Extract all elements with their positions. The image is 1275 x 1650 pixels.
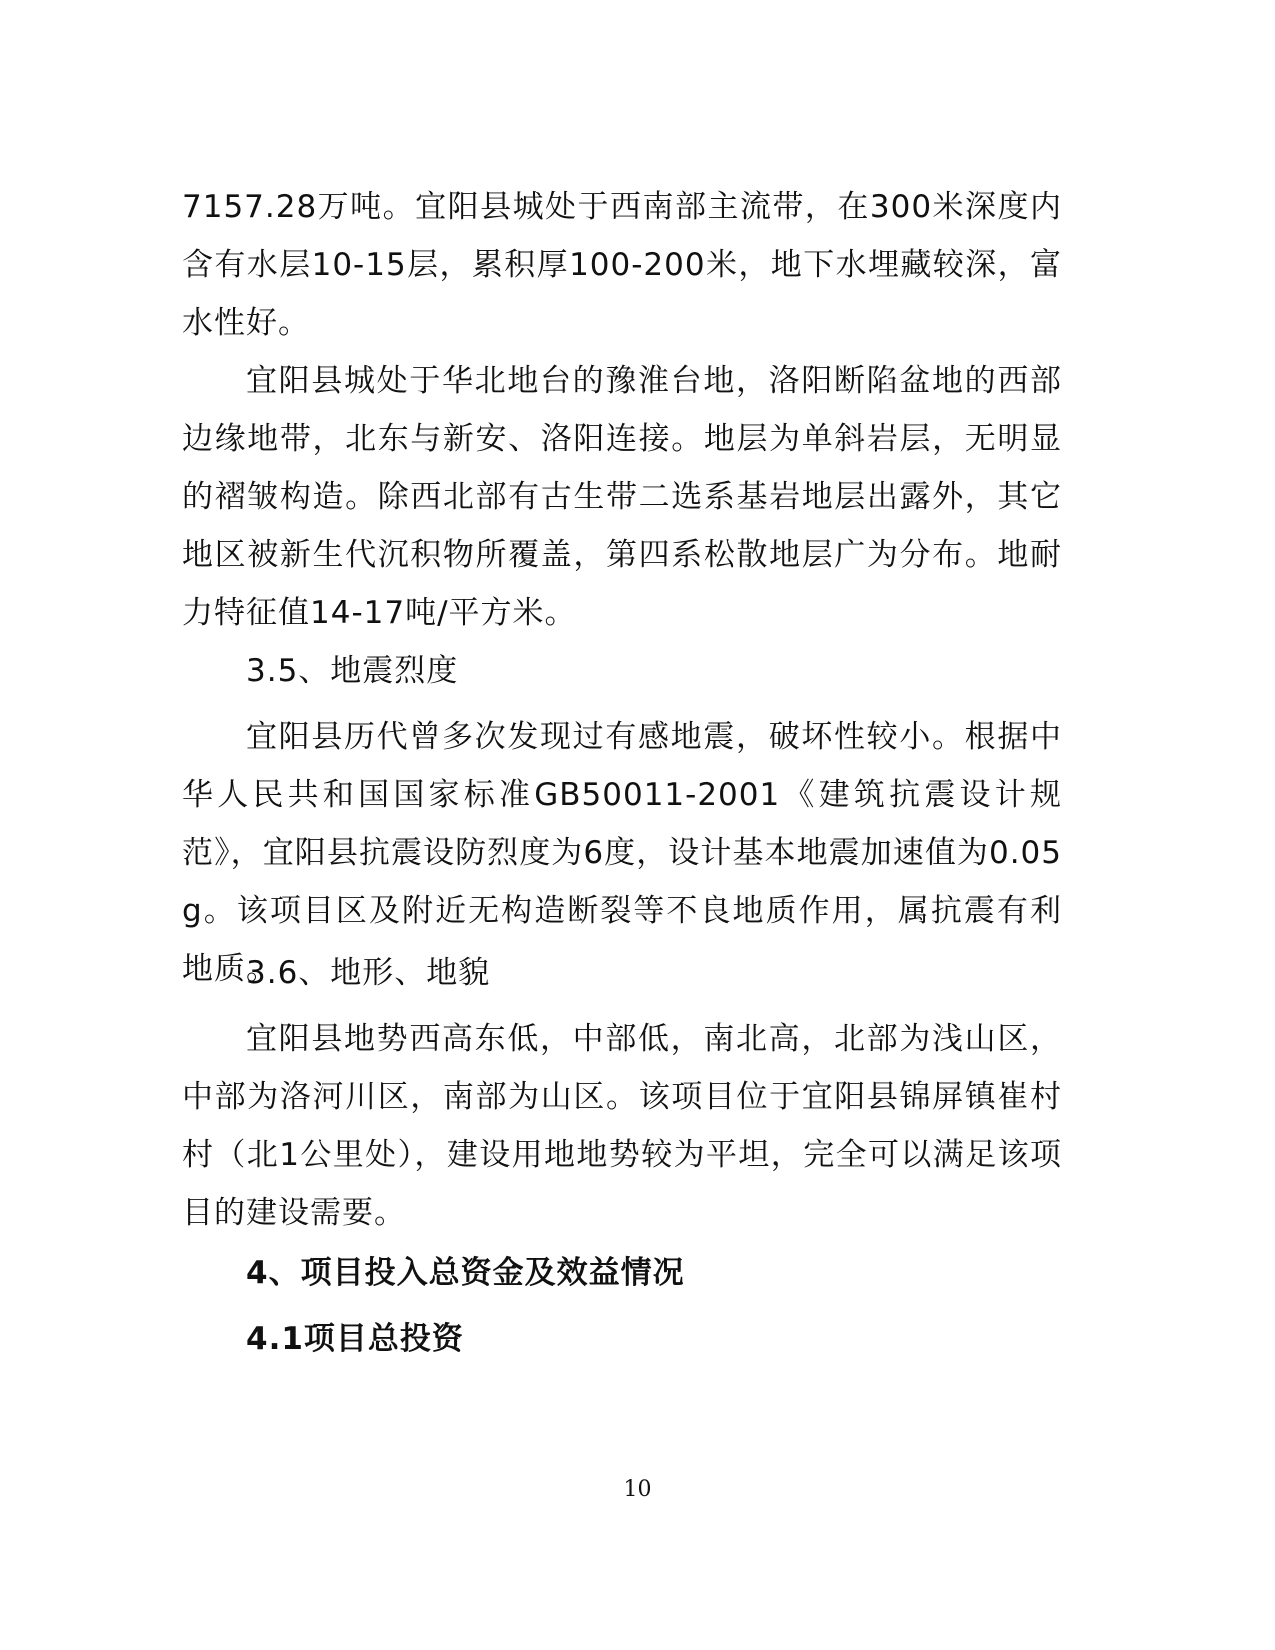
paragraph-groundwater: 7157.28万吨。宜阳县城处于西南部主流带，在300米深度内含有水层10-15层，累积厚100-200米，地下水埋藏较深，富水性好。 bbox=[182, 189, 1062, 341]
paragraph-geology: 宜阳县城处于华北地台的豫淮台地，洛阳断陷盆地的西部边缘地带，北东与新安、洛阳连接。地层为单斜岩层，无明显的褶皱构造。除西北部有古生带二选系基岩地层出露外，其它地区被新生代沉积物所覆盖，第四系松散地层广为分布。地耐力特征值14-17吨/平方米。 bbox=[182, 363, 1062, 631]
page-number: 10 bbox=[623, 1477, 652, 1502]
section-heading-4: 4、项目投入总资金及效益情况 bbox=[246, 1255, 685, 1291]
section-heading-3-6: 3.6、地形、地貌 bbox=[246, 955, 491, 991]
section-heading-4-1: 4.1项目总投资 bbox=[246, 1321, 464, 1357]
paragraph-seismic: 宜阳县历代曾多次发现过有感地震，破坏性较小。根据中华人民共和国国家标准GB50011-2001《建筑抗震设计规范》，宜阳县抗震设防烈度为6度，设计基本地震加速值为0.05g。该项目区及附近无构造断裂等不良地质作用，属抗震有利地质。 bbox=[182, 719, 1062, 987]
section-heading-3-5: 3.5、地震烈度 bbox=[246, 653, 459, 689]
paragraph-terrain: 宜阳县地势西高东低，中部低，南北高，北部为浅山区，中部为洛河川区，南部为山区。该项目位于宜阳县锦屏镇崔村村（北1公里处），建设用地地势较为平坦，完全可以满足该项目的建设需要。 bbox=[182, 1021, 1062, 1231]
